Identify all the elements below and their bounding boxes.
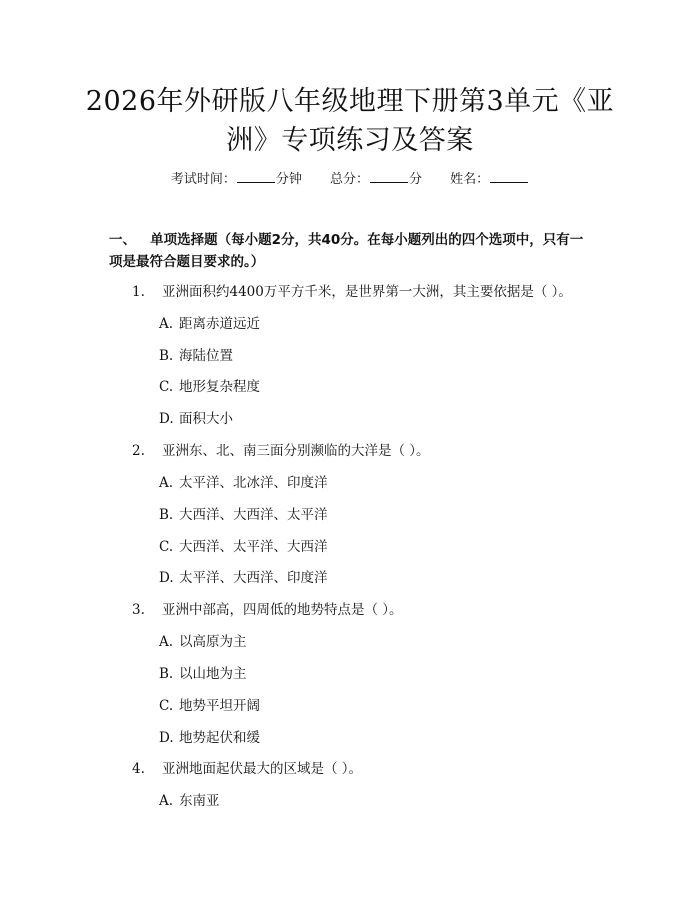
exam-time-unit: 分钟 — [275, 172, 302, 187]
option-letter: A. — [159, 793, 174, 809]
question-text: 亚洲东、北、南三面分别濒临的大洋是（ ）。 — [162, 443, 430, 459]
option-letter: C. — [159, 379, 174, 395]
question-number: 2. — [132, 443, 145, 459]
option-item — [159, 410, 233, 428]
section-number: 一、 — [109, 232, 136, 248]
option-letter: A. — [159, 475, 174, 491]
exam-time-label: 考试时间： — [170, 172, 236, 187]
option-text: 大西洋、太平洋、大西洋 — [179, 539, 328, 555]
question-number: 4. — [132, 761, 145, 777]
option-item — [159, 665, 247, 683]
exam-info — [0, 170, 700, 189]
option-letter: D. — [159, 730, 174, 746]
total-score-field — [330, 170, 422, 189]
option-text: 地形复杂程度 — [179, 379, 260, 395]
name-blank — [490, 170, 528, 183]
option-text: 以山地为主 — [179, 666, 247, 682]
document-title — [0, 82, 700, 160]
option-letter: C. — [159, 698, 174, 714]
option-letter: B. — [159, 666, 174, 682]
section-text: 单项选择题（每小题2分，共40分。在每小题列出的四个选项中，只有一项是最符合题目要求的。） — [109, 232, 584, 270]
option-letter: A. — [159, 316, 174, 332]
option-text: 面积大小 — [179, 411, 233, 427]
option-item — [159, 569, 328, 587]
option-item — [159, 474, 328, 492]
question-text: 亚洲地面起伏最大的区域是（ ）。 — [162, 761, 363, 777]
option-item — [159, 792, 220, 810]
option-item — [159, 538, 328, 556]
question-item — [132, 601, 403, 619]
option-letter: A. — [159, 634, 174, 650]
option-text: 地势起伏和缓 — [179, 730, 260, 746]
option-letter: D. — [159, 411, 174, 427]
option-text: 以高原为主 — [179, 634, 247, 650]
option-letter: D. — [159, 570, 174, 586]
option-item — [159, 729, 260, 747]
option-letter: C. — [159, 539, 174, 555]
option-item — [159, 378, 260, 396]
title-line-2: 洲》专项练习及答案 — [226, 125, 474, 156]
option-text: 地势平坦开阔 — [179, 698, 260, 714]
option-item — [159, 697, 260, 715]
option-text: 距离赤道远近 — [179, 316, 260, 332]
option-item — [159, 506, 328, 524]
exam-time-field — [171, 170, 302, 189]
total-score-label: 总分： — [329, 172, 369, 187]
question-item — [132, 442, 430, 460]
option-text: 太平洋、大西洋、印度洋 — [179, 570, 328, 586]
question-number: 1. — [132, 284, 145, 300]
option-text: 太平洋、北冰洋、印度洋 — [179, 475, 328, 491]
option-text: 大西洋、大西洋、太平洋 — [179, 507, 328, 523]
question-text: 亚洲面积约4400万平方千米，是世界第一大洲，其主要依据是（ ）。 — [162, 284, 572, 300]
question-item — [132, 283, 572, 301]
total-score-unit: 分 — [409, 172, 423, 187]
question-number: 3. — [132, 602, 145, 618]
option-text: 海陆位置 — [179, 348, 233, 364]
question-item — [132, 760, 362, 778]
option-letter: B. — [159, 507, 174, 523]
exam-time-blank — [237, 170, 275, 183]
total-score-blank — [370, 170, 408, 183]
option-item — [159, 315, 260, 333]
name-field — [450, 170, 529, 189]
question-text: 亚洲中部高，四周低的地势特点是（ ）。 — [162, 602, 403, 618]
section-heading — [109, 229, 595, 273]
option-item — [159, 347, 233, 365]
option-letter: B. — [159, 348, 174, 364]
title-line-1: 2026年外研版八年级地理下册第3单元《亚 — [85, 86, 615, 117]
option-text: 东南亚 — [179, 793, 220, 809]
option-item — [159, 633, 247, 651]
name-label: 姓名： — [450, 172, 490, 187]
